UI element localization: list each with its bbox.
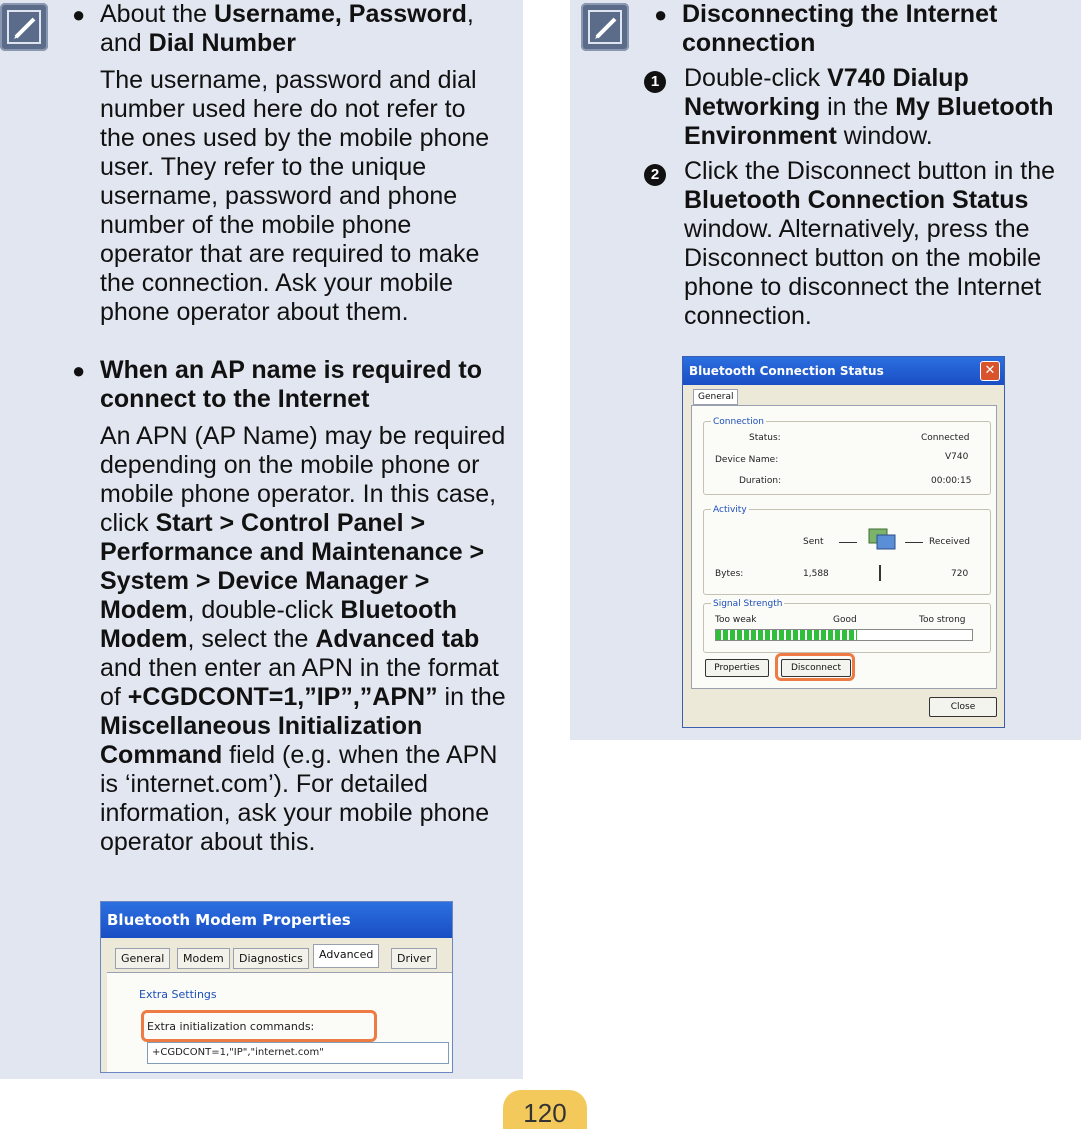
connection-status-screenshot	[682, 356, 1005, 728]
note-text: , select the	[187, 625, 316, 653]
network-computer-icon	[867, 525, 897, 553]
username-note	[72, 0, 512, 327]
extra-init-input[interactable]	[147, 1042, 449, 1064]
note-bold: Start > Control Panel > Performance and Maintenance > System > Device Manager > Modem	[100, 509, 485, 624]
note-text: and then enter an APN in the format of	[100, 654, 499, 711]
disconnect-note	[650, 0, 1081, 331]
step-bold: Bluetooth Connection Status	[684, 186, 1029, 214]
apn-note	[72, 356, 512, 857]
apn-note-body	[72, 422, 510, 857]
note-bold: Username, Password	[213, 0, 467, 28]
connection-status-title: Bluetooth Connection Status	[689, 364, 884, 378]
note-text: in the	[437, 683, 506, 711]
step-bold: V740 Dialup Networking	[684, 64, 969, 121]
pencil-note-icon	[0, 3, 48, 51]
signal-strength-bar	[715, 629, 973, 641]
step-text: window. Alternatively, press the Disconnect button on the mobile phone to disconnect the Internet connection.	[684, 215, 1042, 330]
close-icon[interactable]: ✕	[980, 361, 1000, 381]
extra-init-value: +CGDCONT=1,"IP","internet.com"	[152, 1047, 324, 1058]
note-bold: Miscellaneous Initialization Command	[100, 712, 423, 769]
close-button[interactable]: Close	[929, 697, 997, 717]
extra-init-label: Extra initialization commands:	[147, 1020, 315, 1033]
status-label: Status:	[749, 433, 781, 443]
disconnect-button[interactable]: Disconnect	[781, 659, 851, 677]
bytes-label: Bytes:	[715, 569, 744, 579]
good-label: Good	[833, 615, 857, 625]
bullet-icon: ●	[72, 2, 86, 27]
step-bold: My Bluetooth Environment	[684, 93, 1054, 150]
bullet-icon: ●	[72, 358, 86, 383]
step-text: in the	[820, 93, 896, 121]
too-strong-label: Too strong	[919, 615, 966, 625]
modem-properties-title: Bluetooth Modem Properties	[101, 902, 452, 938]
step-text: Double-click	[684, 64, 828, 92]
bytes-received-value: 720	[951, 569, 969, 579]
highlight-box	[775, 653, 855, 681]
connection-group-label: Connection	[713, 417, 764, 427]
step-number-1: 1	[644, 71, 666, 93]
tab-modem[interactable]: Modem	[177, 948, 230, 969]
step-text: window.	[836, 122, 933, 150]
tab-driver[interactable]: Driver	[391, 948, 437, 969]
tab-advanced[interactable]: Advanced	[313, 944, 379, 968]
signal-group-label: Signal Strength	[713, 599, 783, 609]
page-number: 120	[503, 1090, 587, 1129]
bytes-sent-value: 1,588	[803, 569, 829, 579]
step-text: Click the Disconnect button in the	[684, 157, 1056, 185]
note-bold: Bluetooth Modem	[100, 596, 457, 653]
duration-label: Duration:	[739, 476, 782, 486]
apn-note-title: When an AP name is required to connect to the Internet	[100, 356, 483, 413]
received-label: Received	[929, 537, 970, 547]
tab-diagnostics[interactable]: Diagnostics	[233, 948, 309, 969]
sent-label: Sent	[803, 537, 824, 547]
note-text: , double-click	[187, 596, 341, 624]
highlight-box	[141, 1010, 377, 1042]
activity-group-label: Activity	[713, 505, 747, 515]
tab-general[interactable]: General	[115, 948, 170, 969]
note-bold: Dial Number	[148, 29, 296, 57]
note-text: , and	[100, 0, 474, 57]
device-name-label: Device Name:	[715, 455, 779, 465]
too-weak-label: Too weak	[715, 615, 757, 625]
properties-button[interactable]: Properties	[705, 659, 769, 677]
bullet-icon: ●	[654, 2, 668, 27]
pencil-note-icon	[581, 3, 629, 51]
username-note-body: The username, password and dial number used here do not refer to the ones used by the mobile phone user. They refer to the unique username, password and phone number of the mobile phone operator that are required to make the connection. Ask your mobile phone operator about them.	[100, 66, 490, 326]
signal-strength-fill	[716, 630, 857, 640]
duration-value: 00:00:15	[931, 476, 972, 486]
note-bold: Advanced tab	[315, 625, 480, 653]
disconnect-title: Disconnecting the Internet connection	[682, 0, 998, 57]
note-text: About the	[100, 0, 214, 28]
note-text: field (e.g. when the APN is ‘internet.com’). For detailed information, ask your mobile phone operator about this.	[100, 741, 498, 856]
extra-settings-label: Extra Settings	[139, 988, 217, 1001]
device-name-value: V740	[945, 452, 969, 462]
note-text: An APN (AP Name) may be required depending on the mobile phone or mobile phone operator. In this case, click	[100, 422, 506, 537]
tab-general[interactable]: General	[693, 389, 738, 405]
status-value: Connected	[921, 433, 970, 443]
modem-properties-screenshot	[100, 901, 453, 1073]
note-bold: +CGDCONT=1,”IP”,”APN”	[127, 683, 438, 711]
step-number-2: 2	[644, 164, 666, 186]
